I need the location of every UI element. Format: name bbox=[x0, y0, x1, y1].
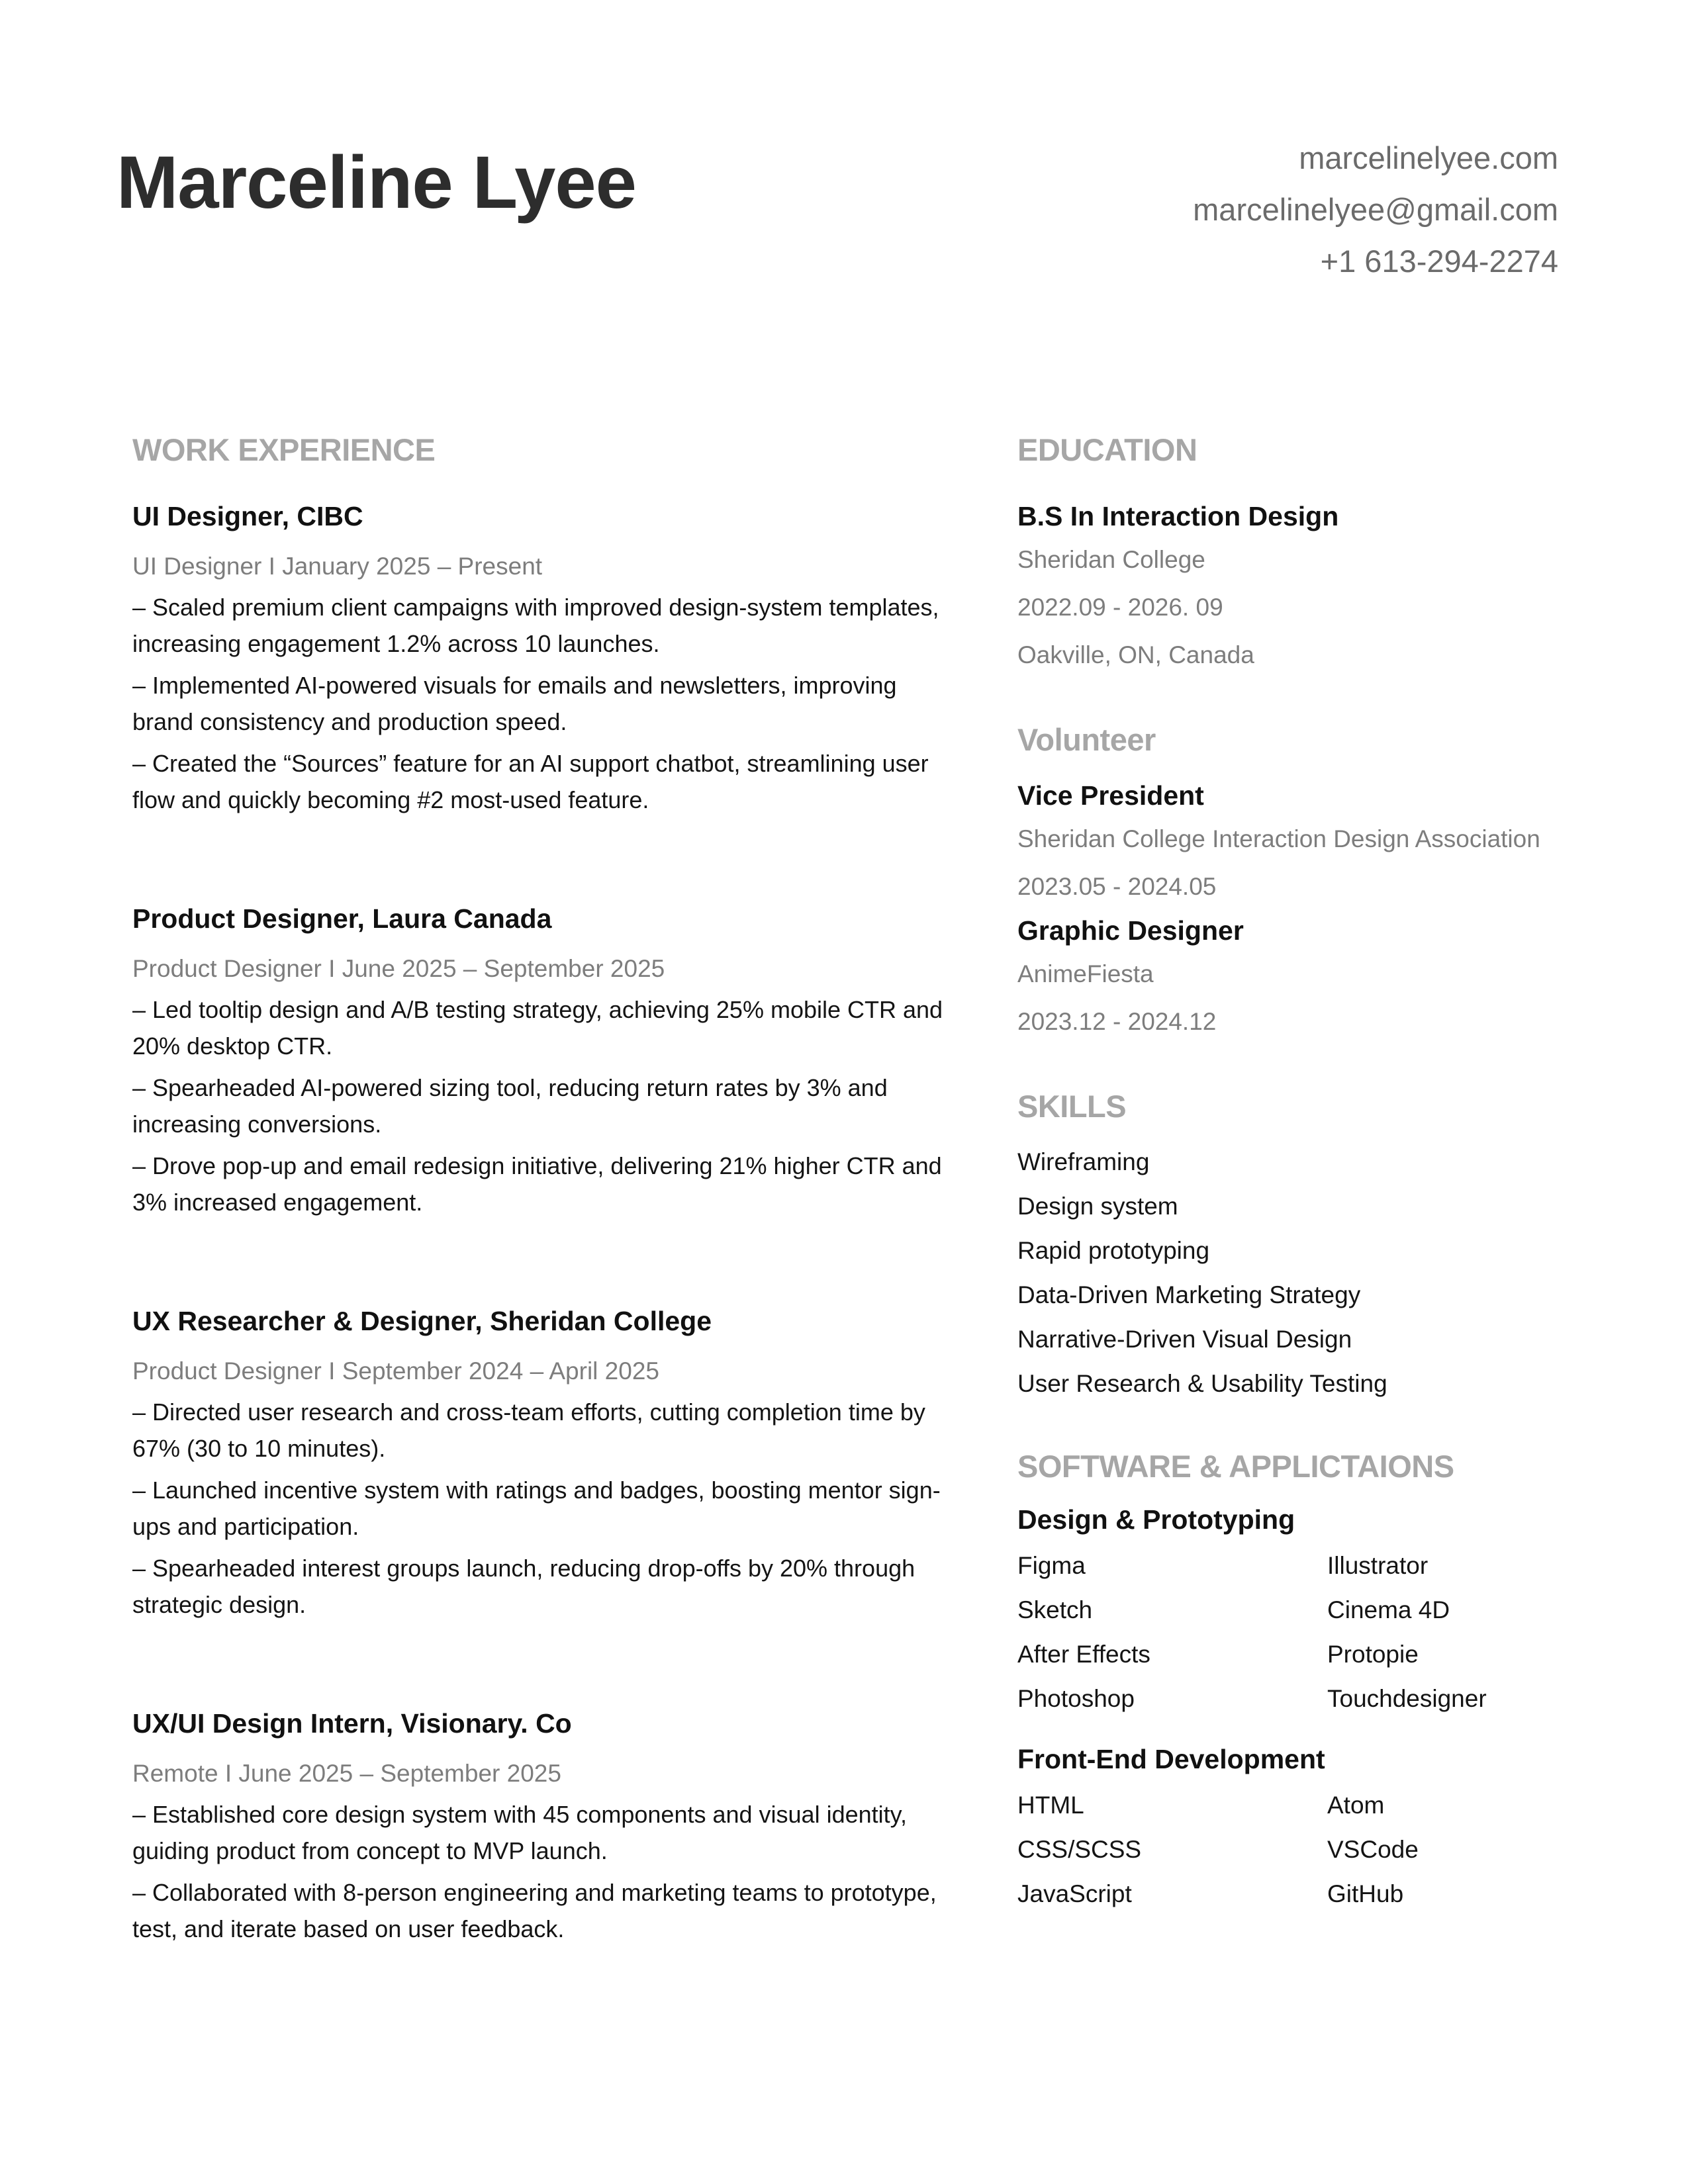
education-section bbox=[1017, 424, 1593, 679]
volunteer-org: Sheridan College Interaction Design Association bbox=[1017, 825, 1540, 852]
contact-block bbox=[1193, 132, 1558, 287]
software-item: Illustrator bbox=[1327, 1552, 1429, 1579]
software-item: Touchdesigner bbox=[1327, 1685, 1487, 1712]
job-bullet: – Spearheaded AI-powered sizing tool, reducing return rates by 3% and increasing conversions. bbox=[132, 1074, 888, 1138]
job-title: UI Designer, CIBC bbox=[132, 501, 363, 531]
job-bullet: – Spearheaded interest groups launch, reducing drop-offs by 20% through strategic design. bbox=[132, 1555, 915, 1618]
volunteer-dates: 2023.12 - 2024.12 bbox=[1017, 1008, 1217, 1035]
software-grid bbox=[1017, 1543, 1593, 1721]
software-item: Cinema 4D bbox=[1327, 1596, 1450, 1623]
volunteer-section bbox=[1017, 713, 1593, 1046]
skills-heading: SKILLS bbox=[1017, 1089, 1127, 1124]
school-name: Sheridan College bbox=[1017, 546, 1205, 573]
software-section bbox=[1017, 1440, 1593, 1916]
software-heading: SOFTWARE & APPLICTAIONS bbox=[1017, 1449, 1454, 1484]
job-bullet: – Created the “Sources” feature for an AI support chatbot, streamlining user flow and quickly becoming #2 most-used feature. bbox=[132, 750, 929, 813]
job-entry bbox=[132, 1301, 947, 1623]
education-heading: EDUCATION bbox=[1017, 432, 1197, 467]
software-item: Protopie bbox=[1327, 1641, 1419, 1668]
volunteer-role-title: Vice President bbox=[1017, 780, 1204, 811]
skill-item: Data-Driven Marketing Strategy bbox=[1017, 1281, 1361, 1308]
job-meta: Product Designer I September 2024 – April 2025 bbox=[132, 1357, 659, 1385]
job-bullet: – Directed user research and cross-team efforts, cutting completion time by 67% (30 to 10 minutes). bbox=[132, 1398, 925, 1462]
volunteer-role-title: Graphic Designer bbox=[1017, 915, 1244, 946]
software-item: Atom bbox=[1327, 1792, 1385, 1819]
software-item: After Effects bbox=[1017, 1641, 1150, 1668]
skills-section bbox=[1017, 1080, 1593, 1406]
job-bullet: – Implemented AI-powered visuals for emails and newsletters, improving brand consistency and production speed. bbox=[132, 672, 897, 735]
work-experience-section bbox=[132, 424, 947, 2028]
volunteer-heading: Volunteer bbox=[1017, 722, 1156, 757]
software-item: HTML bbox=[1017, 1792, 1084, 1819]
skill-item: Design system bbox=[1017, 1193, 1178, 1220]
volunteer-dates: 2023.05 - 2024.05 bbox=[1017, 873, 1217, 900]
job-bullet: – Collaborated with 8-person engineering and marketing teams to prototype, test, and iterate based on user feedback. bbox=[132, 1879, 937, 1942]
resume-name: Marceline Lyee bbox=[117, 141, 636, 224]
software-item: Photoshop bbox=[1017, 1685, 1135, 1712]
job-entry bbox=[132, 496, 947, 818]
job-bullet: – Drove pop-up and email redesign initiative, delivering 21% higher CTR and 3% increased engagement. bbox=[132, 1152, 942, 1216]
software-item: VSCode bbox=[1327, 1836, 1419, 1863]
job-bullets bbox=[132, 991, 947, 1220]
software-group-title: Design & Prototyping bbox=[1017, 1504, 1295, 1535]
job-bullet: – Scaled premium client campaigns with improved design-system templates, increasing engagement 1.2% across 10 launches. bbox=[132, 594, 939, 657]
job-meta: Remote I June 2025 – September 2025 bbox=[132, 1760, 561, 1787]
job-bullets bbox=[132, 1796, 947, 1947]
job-entry bbox=[132, 1704, 947, 1947]
job-entry bbox=[132, 899, 947, 1220]
job-meta: UI Designer I January 2025 – Present bbox=[132, 553, 543, 580]
job-title: Product Designer, Laura Canada bbox=[132, 903, 552, 934]
software-item: Figma bbox=[1017, 1552, 1086, 1579]
software-item: CSS/SCSS bbox=[1017, 1836, 1142, 1863]
job-meta: Product Designer I June 2025 – September 2025 bbox=[132, 955, 665, 982]
phone-number[interactable]: +1 613-294-2274 bbox=[1320, 244, 1558, 279]
job-title: UX Researcher & Designer, Sheridan College bbox=[132, 1306, 712, 1336]
degree-title: B.S In Interaction Design bbox=[1017, 501, 1339, 531]
website-link[interactable]: marcelinelyee.com bbox=[1299, 140, 1558, 175]
education-location: Oakville, ON, Canada bbox=[1017, 641, 1254, 668]
job-bullets bbox=[132, 1394, 947, 1623]
software-grid bbox=[1017, 1783, 1593, 1916]
sidebar-column bbox=[1017, 424, 1593, 1916]
job-bullet: – Established core design system with 45 components and visual identity, guiding product from concept to MVP launch. bbox=[132, 1801, 907, 1864]
skill-item: Wireframing bbox=[1017, 1148, 1150, 1175]
education-dates: 2022.09 - 2026. 09 bbox=[1017, 594, 1223, 621]
skill-item: User Research & Usability Testing bbox=[1017, 1370, 1387, 1397]
volunteer-org: AnimeFiesta bbox=[1017, 960, 1154, 987]
job-title: UX/UI Design Intern, Visionary. Co bbox=[132, 1708, 572, 1739]
software-item: JavaScript bbox=[1017, 1880, 1132, 1907]
job-bullets bbox=[132, 589, 947, 818]
software-item: GitHub bbox=[1327, 1880, 1404, 1907]
job-bullet: – Led tooltip design and A/B testing strategy, achieving 25% mobile CTR and 20% desktop CTR. bbox=[132, 996, 943, 1060]
software-item: Sketch bbox=[1017, 1596, 1093, 1623]
skill-item: Narrative-Driven Visual Design bbox=[1017, 1326, 1352, 1353]
job-bullet: – Launched incentive system with ratings and badges, boosting mentor sign-ups and participation. bbox=[132, 1477, 941, 1540]
software-group-title: Front-End Development bbox=[1017, 1744, 1325, 1774]
email-link[interactable]: marcelinelyee@gmail.com bbox=[1193, 192, 1558, 227]
work-experience-heading: WORK EXPERIENCE bbox=[132, 432, 436, 467]
skill-item: Rapid prototyping bbox=[1017, 1237, 1210, 1264]
